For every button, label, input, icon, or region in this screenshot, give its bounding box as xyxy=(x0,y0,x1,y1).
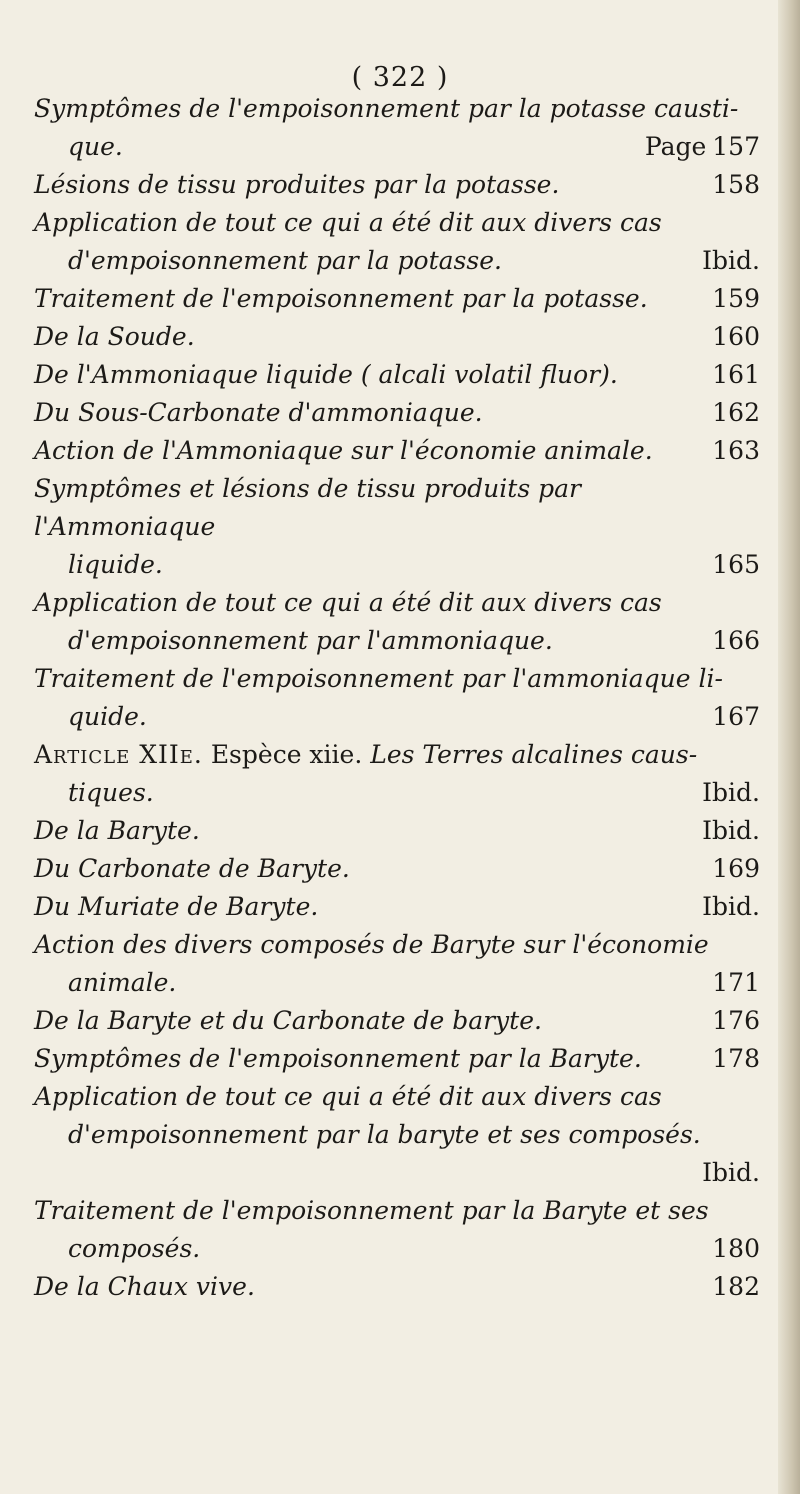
entry-title: Lésions de tissu produites par la potasse. xyxy=(34,170,560,199)
entry-title: Du Sous-Carbonate d'ammoniaque. xyxy=(34,398,483,427)
entry-title-continued: d'empoisonnement par l'ammoniaque. xyxy=(68,626,553,655)
toc-entry xyxy=(34,1040,760,1078)
entry-page: 167 xyxy=(712,702,760,731)
entry-title: De la Chaux vive. xyxy=(34,1272,255,1301)
article-species: Espèce xiie. xyxy=(210,740,363,769)
entry-title: Action des divers composés de Baryte sur l'économie xyxy=(34,930,709,959)
entry-page: 178 xyxy=(712,1044,760,1073)
entry-title: Symptômes de l'empoisonnement par la potasse causti- xyxy=(34,94,739,123)
toc-entry xyxy=(34,1268,760,1306)
toc-entry xyxy=(34,850,760,888)
entry-page: 171 xyxy=(712,968,760,997)
entry-page: Ibid. xyxy=(702,892,760,921)
toc-entry xyxy=(34,394,760,432)
toc-entry-article xyxy=(34,736,760,812)
toc-entry xyxy=(34,888,760,926)
toc-entry xyxy=(34,926,760,1002)
entry-title: Symptômes de l'empoisonnement par la Baryte. xyxy=(34,1044,642,1073)
entry-title-continued: liquide. xyxy=(68,550,163,579)
entry-page: 159 xyxy=(712,284,760,313)
entry-title: Traitement de l'empoisonnement par la potasse. xyxy=(34,284,648,313)
entry-page: 163 xyxy=(712,436,760,465)
entry-page: 180 xyxy=(712,1234,760,1263)
toc-entry xyxy=(34,812,760,850)
table-of-contents xyxy=(34,90,760,1306)
entry-title-continued: d'empoisonnement par la potasse. xyxy=(68,246,502,275)
entry-title: Traitement de l'empoisonnement par l'ammoniaque li- xyxy=(34,664,723,693)
entry-page: Ibid. xyxy=(702,778,760,807)
entry-title-continued: que. Page 157 xyxy=(34,128,760,166)
entry-page: 166 xyxy=(712,626,760,655)
entry-title-continued: animale. xyxy=(68,968,177,997)
toc-entry xyxy=(34,280,760,318)
entry-title: Application de tout ce qui a été dit aux divers cas xyxy=(34,208,662,237)
toc-entry xyxy=(34,470,760,584)
page-prefix: Page xyxy=(644,132,707,161)
entry-title: Application de tout ce qui a été dit aux divers cas xyxy=(34,588,662,617)
page-number: ( 322 ) xyxy=(351,62,449,93)
entry-title: De la Baryte. xyxy=(34,816,200,845)
toc-entry xyxy=(34,432,760,470)
entry-title: Application de tout ce qui a été dit aux divers cas xyxy=(34,1082,662,1111)
toc-entry xyxy=(34,1002,760,1040)
entry-page: 158 xyxy=(712,170,760,199)
entry-title-continued: composés. xyxy=(68,1234,201,1263)
article-label: Article XIIe. xyxy=(34,740,203,769)
toc-entry xyxy=(34,660,760,736)
entry-page: 161 xyxy=(712,360,760,389)
entry-page: Ibid. xyxy=(702,1158,760,1187)
toc-entry xyxy=(34,584,760,660)
entry-page: 165 xyxy=(712,550,760,579)
entry-page: 162 xyxy=(712,398,760,427)
entry-page-row xyxy=(34,1154,760,1192)
page-edge xyxy=(778,0,800,1494)
entry-page: 169 xyxy=(712,854,760,883)
entry-title-continued: tiques. xyxy=(68,778,154,807)
toc-entry xyxy=(34,318,760,356)
entry-page: Ibid. xyxy=(702,246,760,275)
entry-page: 160 xyxy=(712,322,760,351)
toc-entry xyxy=(34,166,760,204)
entry-title: Symptômes et lésions de tissu produits par l'Ammoniaque xyxy=(34,474,581,541)
entry-title-continued: d'empoisonnement par la baryte et ses composés. xyxy=(68,1120,701,1149)
entry-title: Du Muriate de Baryte. xyxy=(34,892,319,921)
toc-entry xyxy=(34,204,760,280)
toc-entry xyxy=(34,90,760,166)
entry-title: Les Terres alcalines caus- xyxy=(370,740,698,769)
entry-title: De la Soude. xyxy=(34,322,195,351)
toc-entry xyxy=(34,1192,760,1268)
entry-page: Ibid. xyxy=(702,816,760,845)
entry-page: Page 157 xyxy=(644,132,760,161)
entry-page: 176 xyxy=(712,1006,760,1035)
toc-entry xyxy=(34,356,760,394)
entry-title: De la Baryte et du Carbonate de baryte. xyxy=(34,1006,542,1035)
entry-page: 182 xyxy=(712,1272,760,1301)
entry-title: Traitement de l'empoisonnement par la Baryte et ses xyxy=(34,1196,709,1225)
article-heading xyxy=(34,736,760,774)
entry-title: De l'Ammoniaque liquide ( alcali volatil fluor). xyxy=(34,360,618,389)
entry-title: Du Carbonate de Baryte. xyxy=(34,854,350,883)
entry-title-continued: quide. xyxy=(68,702,147,731)
entry-title: Action de l'Ammoniaque sur l'économie animale. xyxy=(34,436,653,465)
toc-entry xyxy=(34,1078,760,1192)
